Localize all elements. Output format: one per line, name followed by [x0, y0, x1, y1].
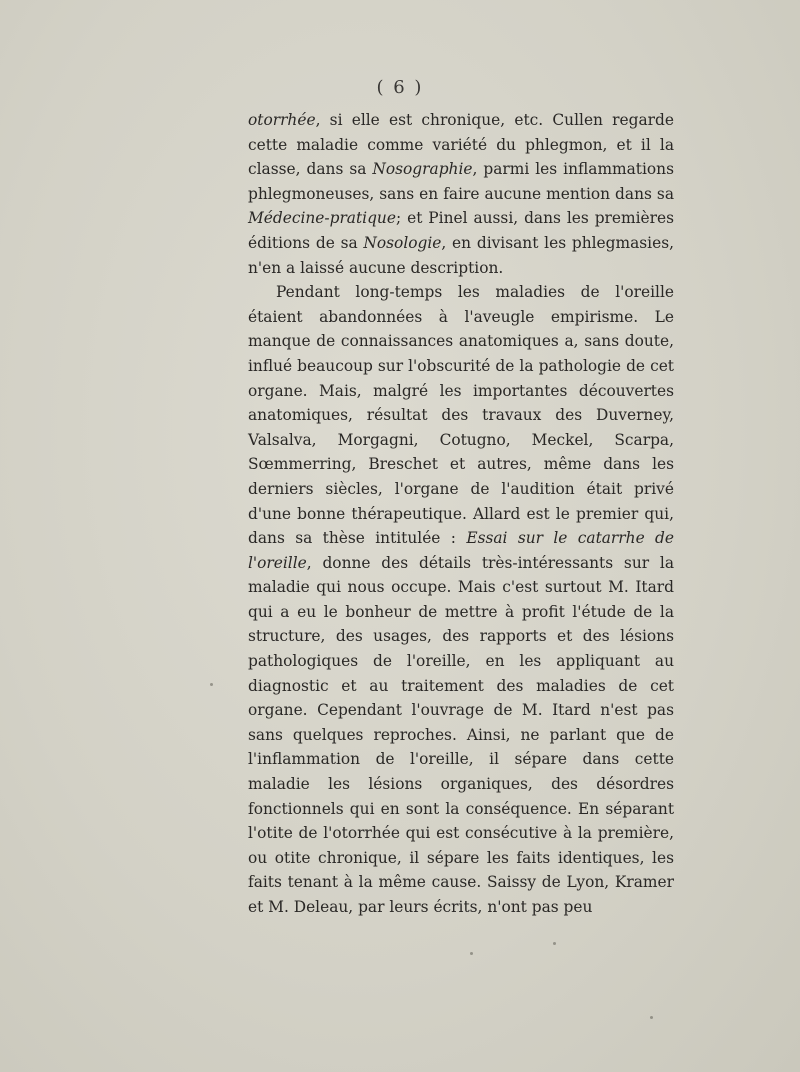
paper-speck [470, 952, 473, 955]
paragraph-1 [248, 108, 674, 280]
text-run: , si elle est chronique, etc. Cullen regarde cette maladie comme variété du phlegmon, et il la classe, dans sa [248, 111, 674, 179]
text-run: ; et Pinel aussi, dans les premières éditions de sa [248, 209, 674, 252]
paper-speck [553, 942, 556, 945]
italic-text-run: Nosographie [372, 160, 473, 179]
text-run: , en divisant les phlegmasies, n'en a laissé aucune description. [248, 233, 675, 277]
text-run: , parmi les inflammations phlegmoneuses, sans en faire aucune mention dans sa [248, 160, 674, 203]
body-text [248, 108, 674, 920]
paper-speck [650, 1016, 653, 1019]
paragraph-2 [248, 280, 674, 919]
italic-text-run: Médecine-pratique [248, 209, 396, 228]
text-run: Pendant long-temps les maladies de l'oreille étaient abandonnées à l'aveugle empirisme. Le manque de connaissances anatomiques a, sans doute, influé beaucoup sur l'obscurité de la pathologie de cet organe. Mais, malgré les importantes découvertes anatomiques, résultat des travaux des Duverney, Valsalva, Morgagni, Cotugno, Meckel, Scarpa, Sœmmerring, Breschet et autres, même dans les derniers siècles, l'organe de l'audition était privé d'une bonne thérapeutique. Allard est le premier qui, dans sa thèse intitulée : [248, 283, 674, 548]
text-run: , donne des détails très-intéressants sur la maladie qui nous occupe. Mais c'est surtout M. Itard qui a eu le bonheur de mettre à profit l'étude de la structure, des usages, des rapports et des lésions pathologiques de l'oreille, en les appliquant au diagnostic et au traitement des maladies de cet organe. Cependant l'ouvrage de M. Itard n'est pas sans quelques reproches. Ainsi, ne parlant que de l'inflammation de l'oreille, il sépare dans cette maladie les lésions organiques, des désordres fonctionnels qui en sont la conséquence. En séparant l'otite de l'otorrhée qui est consécutive à la première, ou otite chronique, il sépare les faits identiques, les faits tenant à la même cause. Saissy de Lyon, Kramer et M. Deleau, par leurs écrits, n'ont pas peu [248, 553, 674, 916]
page-number: ( 6 ) [376, 77, 424, 98]
italic-text-run: otorrhée [248, 111, 316, 129]
italic-text-run: Nosologie [363, 233, 442, 252]
italic-text-run: Essai sur le catarrhe de l'oreille [248, 529, 675, 572]
paper-speck [210, 683, 213, 686]
